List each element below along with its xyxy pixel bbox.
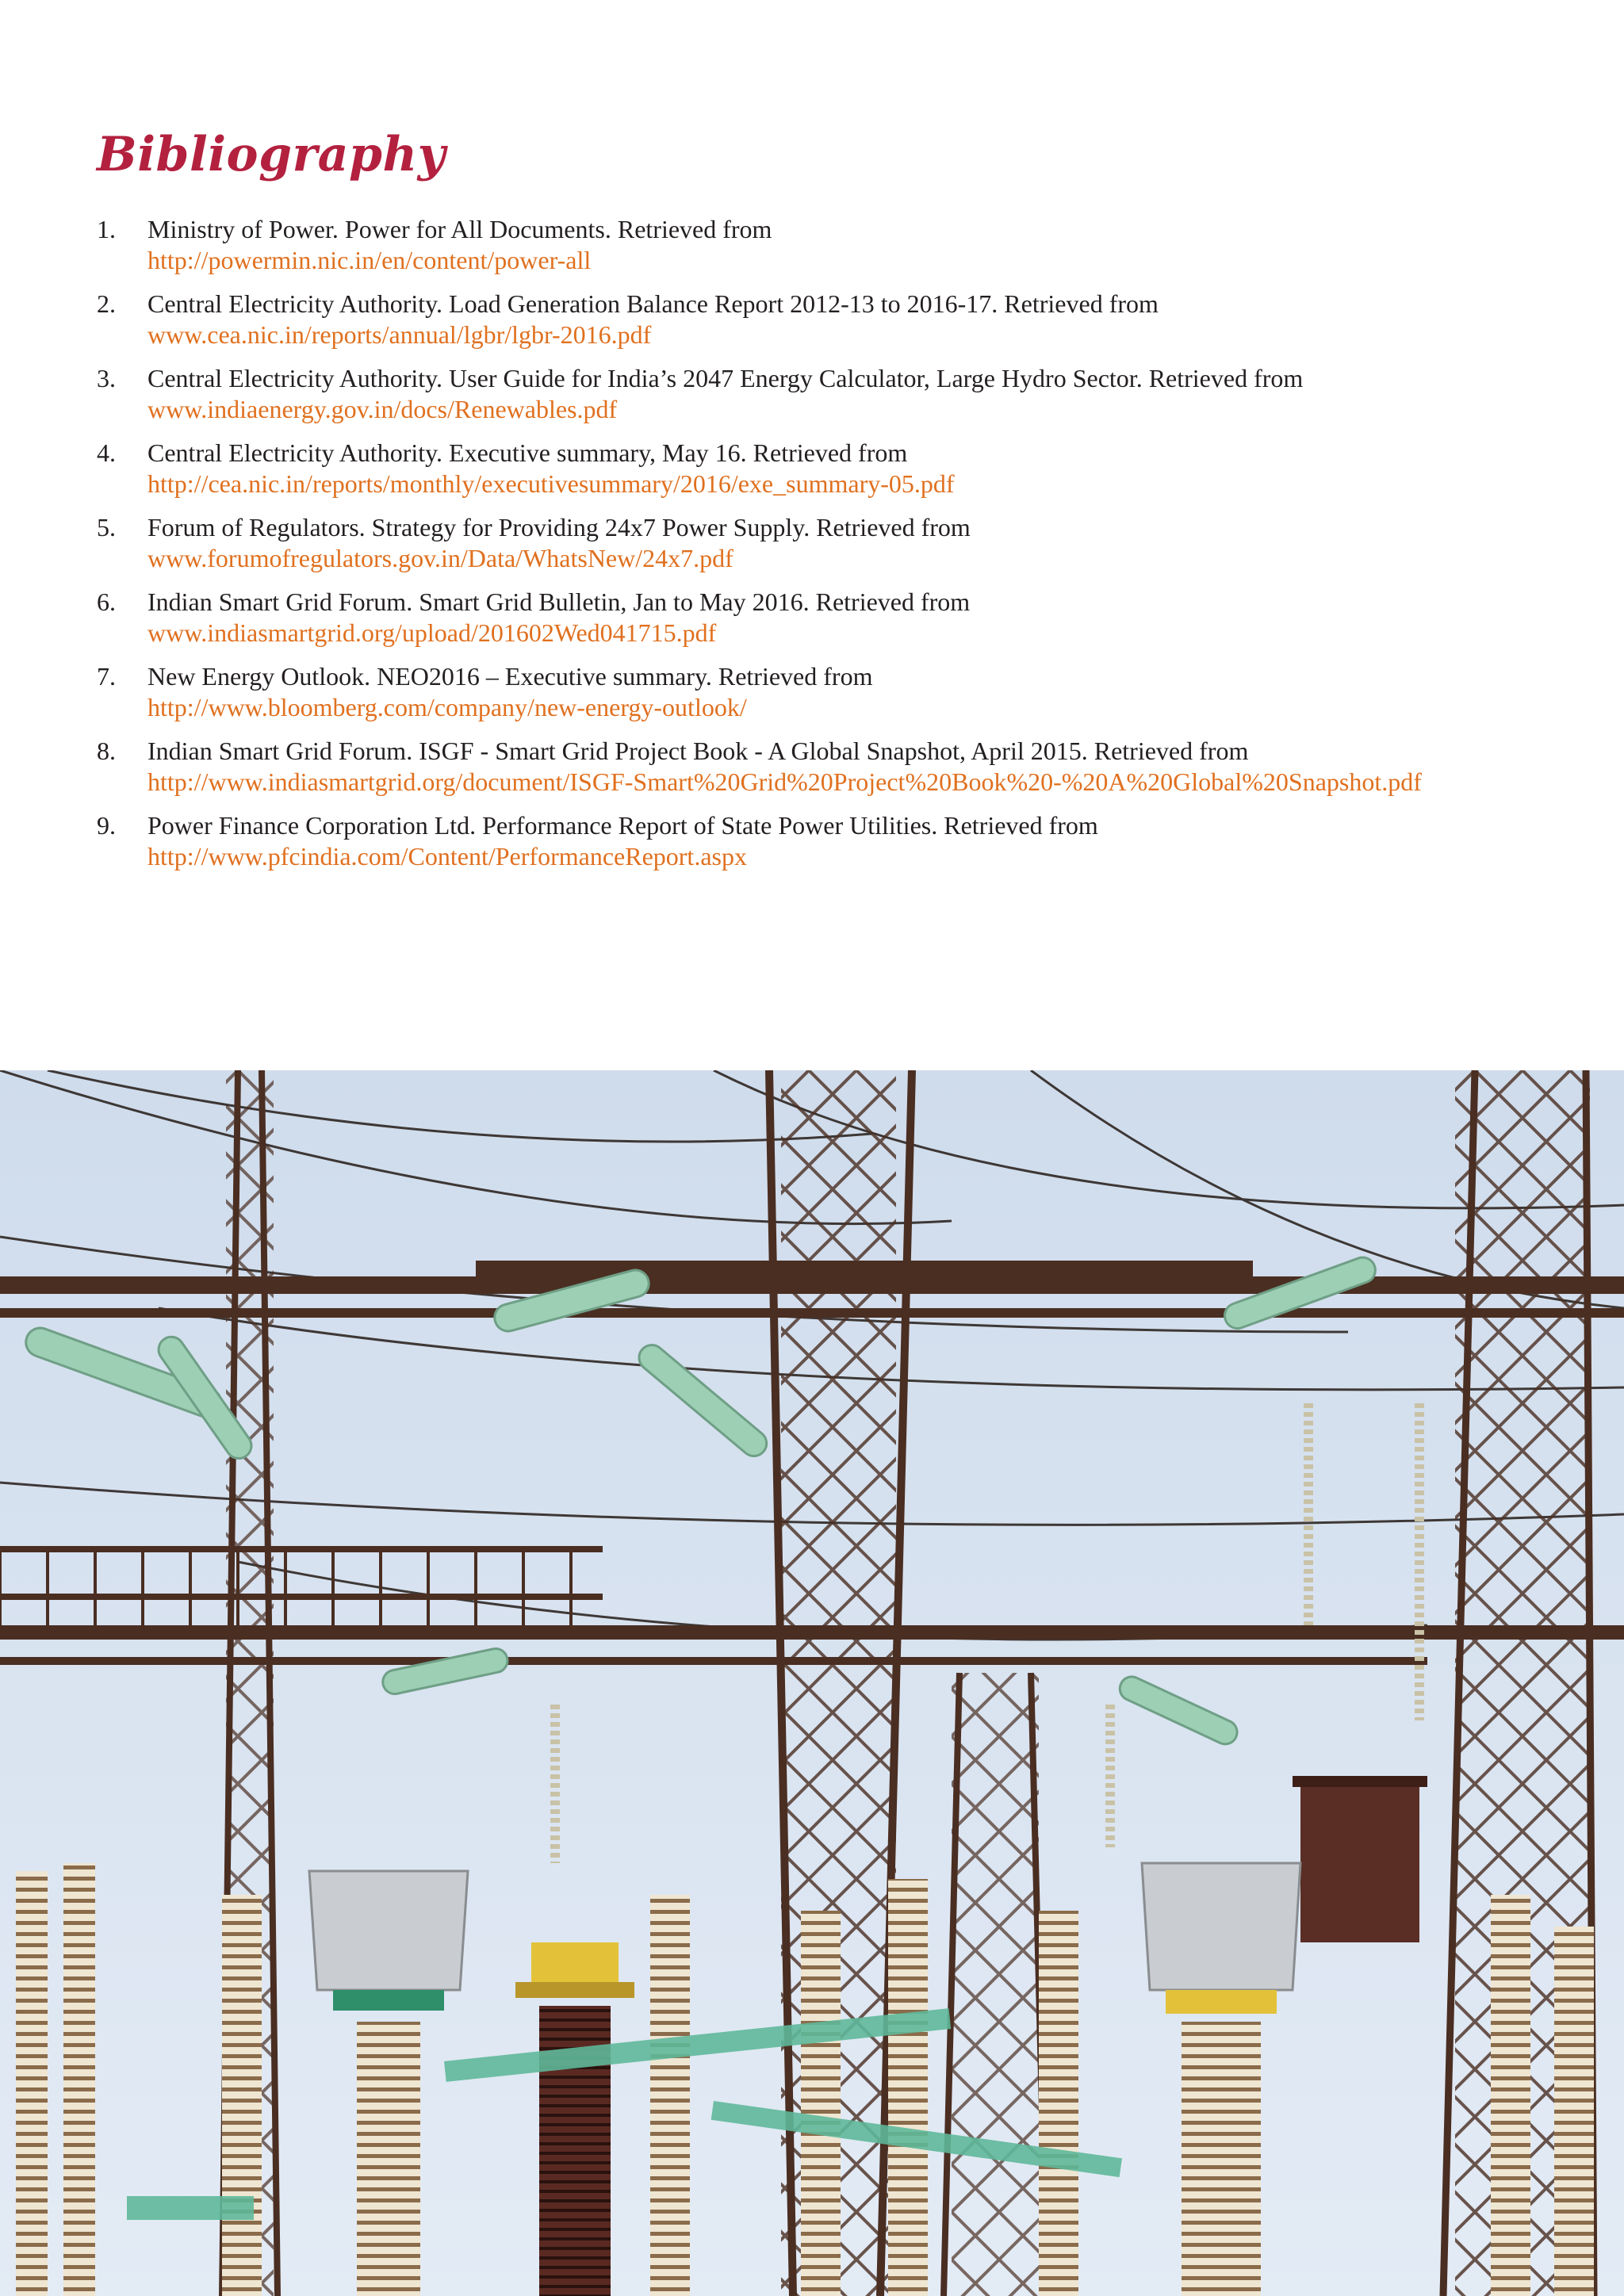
bushing-tank <box>515 1942 634 1998</box>
reference-link[interactable]: http://cea.nic.in/reports/monthly/executivesummary/2016/exe_summary-05.pdf <box>147 469 955 498</box>
list-item <box>97 289 1445 350</box>
reference-link[interactable]: http://www.bloomberg.com/company/new-energy-outlook/ <box>147 693 747 721</box>
reference-link[interactable]: www.forumofregulators.gov.in/Data/WhatsNew/24x7.pdf <box>147 544 733 572</box>
item-text: Central Electricity Authority. Executive summary, May 16. Retrieved from <box>147 438 908 467</box>
item-text: Indian Smart Grid Forum. Smart Grid Bulletin, Jan to May 2016. Retrieved from <box>147 587 971 616</box>
item-number: 3. <box>97 364 116 392</box>
list-item <box>97 810 1445 872</box>
list-item <box>97 438 1445 499</box>
list-item <box>97 587 1445 649</box>
item-text: New Energy Outlook. NEO2016 – Executive summary. Retrieved from <box>147 662 873 691</box>
item-number: 8. <box>97 737 116 765</box>
item-number: 6. <box>97 587 116 616</box>
bushing-tank <box>1142 1863 1300 2014</box>
item-text: Central Electricity Authority. Load Generation Balance Report 2012-13 to 2016-17. Retrieved from <box>147 289 1159 318</box>
item-number: 4. <box>97 438 116 467</box>
reference-link[interactable]: www.cea.nic.in/reports/annual/lgbr/lgbr-2016.pdf <box>147 320 652 349</box>
reference-link[interactable]: http://www.indiasmartgrid.org/document/ISGF-Smart%20Grid%20Project%20Book%20-%20A%20Global%20Snapshot.pdf <box>147 767 1422 796</box>
bushing-tank <box>309 1871 468 2011</box>
item-text: Ministry of Power. Power for All Documents. Retrieved from <box>147 215 772 243</box>
item-text: Power Finance Corporation Ltd. Performance Report of State Power Utilities. Retrieved from <box>147 811 1098 840</box>
list-item <box>97 736 1445 798</box>
list-item <box>97 661 1445 723</box>
substation-illustration <box>0 1070 1624 2296</box>
item-text: Central Electricity Authority. User Guide for India’s 2047 Energy Calculator, Large Hydro Sector. Retrieved from <box>147 364 1304 392</box>
reference-link[interactable]: http://www.pfcindia.com/Content/PerformanceReport.aspx <box>147 842 747 871</box>
substation-photo <box>0 1070 1624 2296</box>
item-text: Forum of Regulators. Strategy for Providing 24x7 Power Supply. Retrieved from <box>147 513 971 541</box>
list-item <box>97 363 1445 425</box>
item-number: 1. <box>97 215 116 243</box>
item-number: 7. <box>97 662 116 691</box>
lattice-tower <box>944 1673 1047 2296</box>
item-text: Indian Smart Grid Forum. ISGF - Smart Grid Project Book - A Global Snapshot, April 2015. Retrieved from <box>147 737 1249 765</box>
item-number: 2. <box>97 289 116 318</box>
reference-link[interactable]: www.indiasmartgrid.org/upload/201602Wed041715.pdf <box>147 618 717 647</box>
item-number: 9. <box>97 811 116 840</box>
bibliography-list <box>97 214 1445 885</box>
list-item <box>97 214 1445 276</box>
reference-link[interactable]: www.indiaenergy.gov.in/docs/Renewables.pdf <box>147 395 618 423</box>
transformer <box>1293 1776 1427 1942</box>
item-number: 5. <box>97 513 116 541</box>
list-item <box>97 512 1445 574</box>
page-title: Bibliography <box>97 127 446 182</box>
reference-link[interactable]: http://powermin.nic.in/en/content/power-all <box>147 246 592 274</box>
